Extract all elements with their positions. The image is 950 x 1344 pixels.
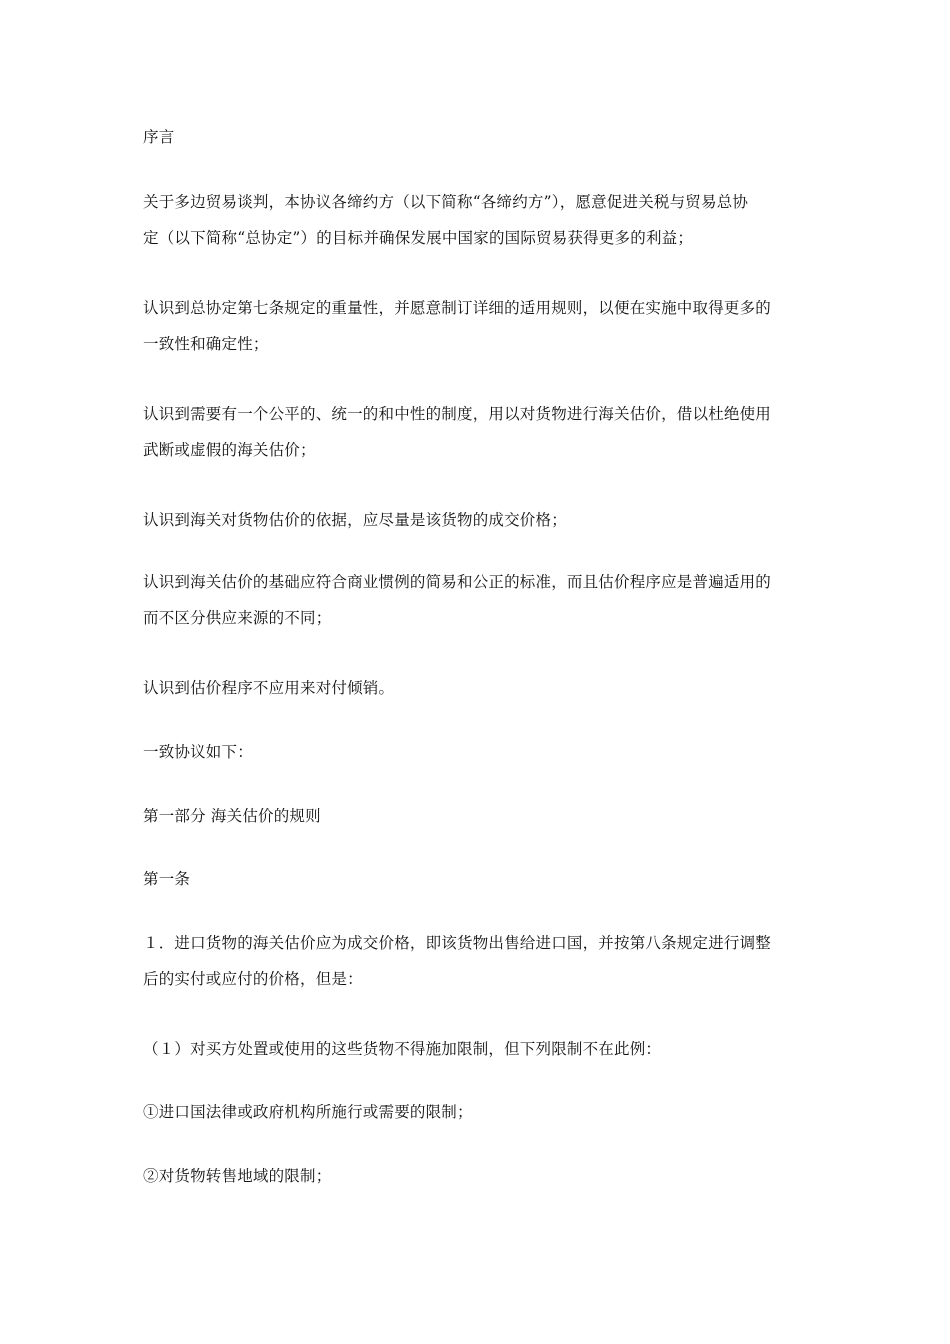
text-line: 关于多边贸易谈判，本协议各缔约方（以下简称“各缔约方”），愿意促进关税与贸易总协 [143, 193, 749, 211]
preamble-paragraph [143, 502, 809, 538]
text-line: 武断或虚假的海关估价； [143, 441, 316, 459]
text-line: （１）对买方处置或使用的这些货物不得施加限制，但下列限制不在此例： [143, 1040, 662, 1058]
preamble-paragraph [143, 670, 809, 706]
text-line: ①进口国法律或政府机构所施行或需要的限制； [143, 1103, 473, 1121]
text-line: 一致性和确定性； [143, 335, 269, 353]
text-line: 认识到海关估价的基础应符合商业惯例的简易和公正的标准，而且估价程序应是普遍适用的 [143, 573, 772, 591]
preamble-paragraph [143, 564, 809, 636]
text-line: 认识到总协定第七条规定的重量性，并愿意制订详细的适用规则，以便在实施中取得更多的 [143, 299, 772, 317]
article-subitem [143, 1094, 809, 1130]
text-line: 定（以下简称“总协定”）的目标并确保发展中国家的国际贸易获得更多的利益； [143, 229, 694, 247]
text-line: 第一部分 海关估价的规则 [143, 807, 321, 825]
text-line: 而不区分供应来源的不同； [143, 609, 332, 627]
article-one-heading [143, 861, 809, 897]
text-line: 后的实付或应付的价格，但是： [143, 970, 363, 988]
preamble-paragraph [143, 184, 809, 256]
article-subitem [143, 1158, 809, 1194]
text-line: 认识到估价程序不应用来对付倾销。 [143, 679, 395, 697]
text-line: 第一条 [143, 870, 191, 888]
article-paragraph [143, 925, 809, 997]
text-line: ②对货物转售地域的限制； [143, 1167, 332, 1185]
preamble-paragraph [143, 290, 809, 362]
text-line: 认识到需要有一个公平的、统一的和中性的制度，用以对货物进行海关估价，借以杜绝使用 [143, 405, 772, 423]
text-line: １．进口货物的海关估价应为成交价格，即该货物出售给进口国，并按第八条规定进行调整 [143, 934, 772, 952]
text-line: 一致协议如下： [143, 743, 253, 761]
article-item [143, 1031, 809, 1067]
part-one-heading [143, 798, 809, 834]
preface-heading [143, 119, 809, 155]
agreement-statement [143, 734, 809, 770]
text-line: 认识到海关对货物估价的依据，应尽量是该货物的成交价格； [143, 511, 567, 529]
preamble-paragraph [143, 396, 809, 468]
text-line: 序言 [143, 128, 175, 146]
